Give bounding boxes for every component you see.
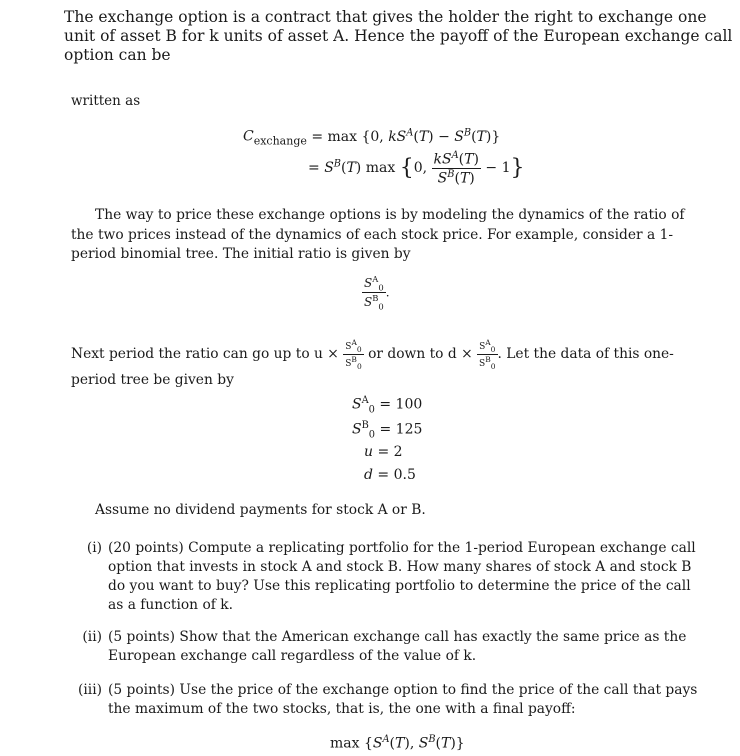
payoff-formula: $\max \{S^A(T)$, $S^B(T)$} bbox=[330, 734, 465, 752]
assumption-text: Assume no dividend payments for stock A or B. bbox=[95, 502, 426, 518]
question-item-3: (iii) (5 points) Use the price of the exchange option to find the price of the call that pays the maximum of the two stocks, that is, the one with a final payoff: bbox=[77, 682, 698, 717]
paragraph-ratio-model: The way to price these exchange options is by modeling the dynamics of the ratio of the two prices instead of the dynamics of each stock price. For example, consider a 1-period binomial tree. The initial ratio is given by bbox=[71, 207, 685, 262]
paragraph-tree: Next period the ratio can go up to u × $\frac{S^A_0}{S^B_0}$ or down to d × $\frac{S^A_0}{S^B_0}$ . Let the data of this one-period tree be given by bbox=[71, 338, 674, 388]
written-as-label: written as bbox=[71, 93, 141, 109]
question-item-1: (i) (20 points) Compute a replicating portfolio for the 1-period European exchange call option that invests in stock A and stock B. How many shares of stock A and stock B do you want to buy? Use this replicating portfolio to determine the price of the call as a function of k. bbox=[86, 540, 696, 613]
given-s0a: $S^A_0 = 100$ bbox=[352, 395, 423, 416]
given-d: d = 0.5 bbox=[364, 467, 416, 483]
given-u: u = 2 bbox=[364, 444, 403, 460]
formula-row-2: = $S^B(T)$ max {0, $\frac{kS^A(T)}{S^B(T)}$ − 1} bbox=[308, 150, 525, 187]
question-item-2: (ii) (5 points) Show that the American exchange call has exactly the same price as the European exchange call regardless of the value of k. bbox=[82, 629, 687, 664]
formula-row-1: $C_{exchange} = \max \{0$, $kS^A(T) - S^B(T)$} bbox=[243, 127, 501, 148]
initial-ratio: $\frac{S^A_0}{S^B_0}$ . bbox=[364, 274, 390, 312]
given-s0b: $S^B_0 = 125$ bbox=[352, 420, 423, 441]
intro-paragraph: The exchange option is a contract that gives the holder the right to exchange one unit of asset B for k units of asset A. Hence the payoff of the European exchange call option can be bbox=[64, 8, 733, 64]
